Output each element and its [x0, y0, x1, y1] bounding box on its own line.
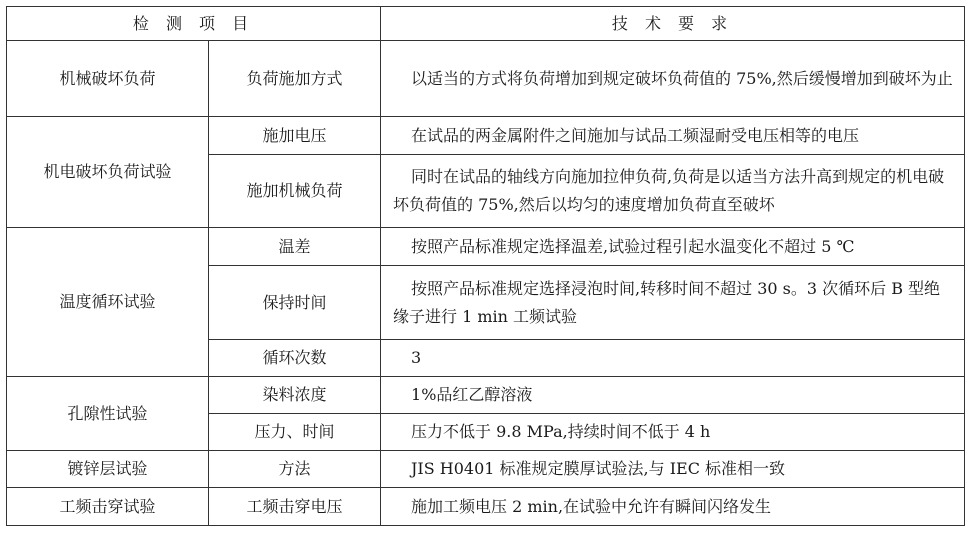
sub-item: 温差 [209, 228, 381, 266]
requirement-cell [381, 340, 965, 377]
requirement-cell [381, 377, 965, 414]
requirement-cell [381, 266, 965, 340]
spec-table-wrapper [6, 6, 965, 526]
requirement-text: 以适当的方式将负荷增加到规定破坏负荷值的 75%,然后缓慢增加到破坏为止 [411, 68, 953, 88]
requirement-cell [381, 117, 965, 155]
sub-item: 施加机械负荷 [209, 155, 381, 228]
requirement-text: 3 [411, 348, 422, 367]
requirement-cell [381, 488, 965, 526]
sub-item: 染料浓度 [209, 377, 381, 414]
requirement-text: 施加工频电压 2 min,在试验中允许有瞬间闪络发生 [411, 496, 772, 516]
group-name: 机电破坏负荷试验 [7, 117, 209, 228]
sub-item: 方法 [209, 451, 381, 488]
requirement-text: JIS H0401 标准规定膜厚试验法,与 IEC 标准相一致 [411, 459, 786, 478]
requirement-text: 压力不低于 9.8 MPa,持续时间不低于 4 h [411, 422, 711, 441]
group-name: 孔隙性试验 [7, 377, 209, 451]
sub-item: 保持时间 [209, 266, 381, 340]
requirement-text: 在试品的两金属附件之间施加与试品工频湿耐受电压相等的电压 [411, 125, 860, 145]
group-name: 工频击穿试验 [7, 488, 209, 526]
requirement-cell [381, 155, 965, 228]
sub-item: 循环次数 [209, 340, 381, 377]
table-row [7, 117, 965, 155]
table-row [7, 451, 965, 488]
table-row [7, 41, 965, 117]
test-requirements-table [6, 6, 965, 526]
group-name: 机械破坏负荷 [7, 41, 209, 117]
requirement-cell [381, 228, 965, 266]
sub-item: 施加电压 [209, 117, 381, 155]
table-row [7, 488, 965, 526]
sub-item: 工频击穿电压 [209, 488, 381, 526]
group-name: 温度循环试验 [7, 228, 209, 377]
requirement-cell [381, 414, 965, 451]
requirement-cell [381, 41, 965, 117]
header-test-item: 检 测 项 目 [7, 7, 381, 41]
group-name: 镀锌层试验 [7, 451, 209, 488]
table-row [7, 377, 965, 414]
requirement-text: 按照产品标准规定选择浸泡时间,转移时间不超过 30 s。3 次循环后 B 型绝缘子进行 1 min 工频试验 [393, 278, 941, 326]
header-row [7, 7, 965, 41]
requirement-text: 同时在试品的轴线方向施加拉伸负荷,负荷是以适当方法升高到规定的机电破坏负荷值的 75%,然后以均匀的速度增加负荷直至破坏 [393, 167, 945, 214]
header-technical-requirement: 技 术 要 求 [381, 7, 965, 41]
sub-item: 压力、时间 [209, 414, 381, 451]
requirement-cell [381, 451, 965, 488]
table-row [7, 228, 965, 266]
requirement-text: 1%品红乙醇溶液 [411, 385, 533, 404]
sub-item: 负荷施加方式 [209, 41, 381, 117]
requirement-text: 按照产品标准规定选择温差,试验过程引起水温变化不超过 5 ℃ [411, 236, 855, 256]
